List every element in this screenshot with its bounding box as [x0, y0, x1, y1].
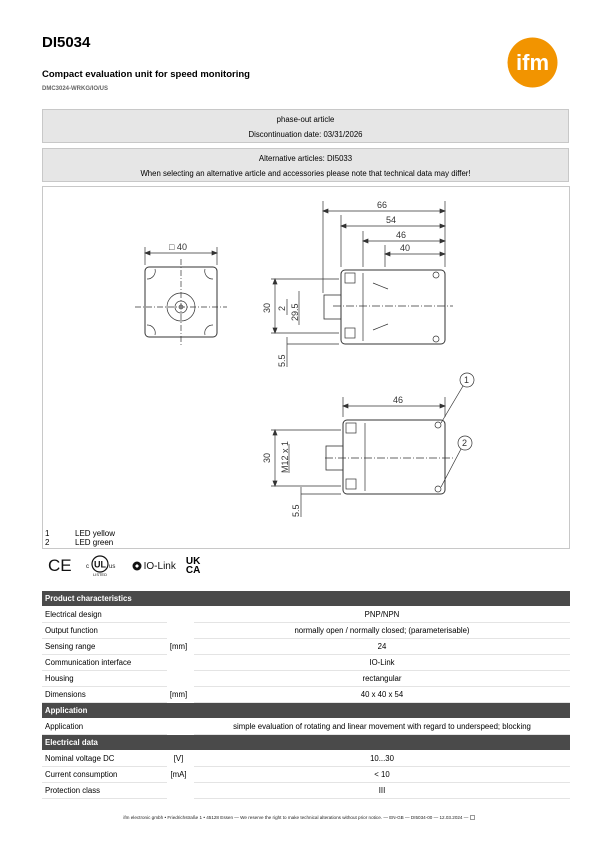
certification-marks [48, 554, 200, 578]
iolink-label: IO-Link [143, 560, 176, 572]
row-label: Housing [42, 671, 167, 687]
phase-out-notice [42, 109, 569, 143]
table-row [42, 719, 570, 735]
dim-2: 2 [277, 305, 287, 311]
dimension-drawing-svg [43, 187, 571, 550]
dim-66: 66 [377, 200, 388, 210]
iolink-mark [132, 561, 176, 572]
table-row [42, 783, 570, 799]
row-value: < 10 [194, 767, 570, 783]
row-label: Electrical design [42, 607, 167, 623]
row-unit [167, 719, 190, 735]
dimension-drawing [42, 186, 570, 549]
page-footer [0, 815, 598, 820]
row-label: Nominal voltage DC [42, 751, 167, 767]
table-row [42, 767, 570, 783]
ukca-mark-icon [186, 557, 200, 575]
front-view [135, 242, 227, 345]
row-label: Output function [42, 623, 167, 639]
dim-30-top: 30 [262, 302, 272, 313]
row-label: Application [42, 719, 167, 735]
ukca-bottom: CA [185, 565, 201, 576]
legend-label: LED green [75, 537, 114, 547]
row-value: 10...30 [194, 751, 570, 767]
dim-46-bottom: 46 [393, 395, 404, 405]
product-subtitle: Compact evaluation unit for speed monitoring [42, 69, 250, 80]
dim-5-5-bottom: 5.5 [291, 504, 301, 517]
dim-46-top: 46 [396, 230, 407, 240]
row-label: Protection class [42, 783, 167, 799]
row-value: normally open / normally closed; (parameterisable) [194, 623, 570, 639]
legend-label: LED yellow [75, 529, 116, 538]
footer-text: ifm electronic gmbh • Friedrichstraße 1 • 45128 Essen — We reserve the right to make technical alterations without prior notice. — EN-GB — DI5034-00 — 12.03.2024 — [123, 815, 469, 820]
table-row [42, 671, 570, 687]
dim-5-5-top: 5.5 [277, 354, 287, 367]
row-value: IO-Link [194, 655, 570, 671]
flag-icon [470, 815, 475, 820]
row-value: III [194, 783, 570, 799]
svg-text:UL: UL [93, 559, 106, 570]
callout-1: 1 [464, 375, 470, 385]
legend-num: 2 [45, 537, 50, 547]
led-legend [45, 530, 115, 547]
row-value: 24 [194, 639, 570, 655]
section-header: Electrical data [42, 735, 570, 750]
row-unit [167, 655, 190, 671]
product-title: DI5034 [42, 34, 91, 51]
row-unit: [mm] [169, 642, 188, 651]
side-view-top [262, 200, 453, 367]
ul-c-text: c [85, 564, 89, 570]
alternative-articles: Alternative articles: DI5033 [258, 154, 353, 163]
row-unit: [mA] [170, 770, 187, 779]
dim-29-5: 29.5 [290, 303, 300, 321]
row-label: Communication interface [42, 655, 167, 671]
dim-54: 54 [386, 215, 397, 225]
section-header: Application [42, 703, 570, 718]
ukca-top: UK [185, 556, 201, 567]
dim-m12: M12 x 1 [280, 440, 290, 473]
ul-listed-text: LISTED [92, 572, 107, 577]
callout-2: 2 [462, 438, 468, 448]
row-label: Dimensions [42, 687, 167, 703]
row-unit [167, 671, 190, 687]
ce-mark-icon: CE [48, 556, 72, 575]
discontinuation-date: Discontinuation date: 03/31/2026 [248, 130, 363, 139]
row-unit [167, 783, 190, 799]
iolink-icon [132, 561, 142, 571]
spec-table [42, 591, 570, 799]
alternative-notice [42, 148, 569, 182]
row-value: PNP/NPN [194, 607, 570, 623]
row-label: Sensing range [42, 639, 167, 655]
table-row [42, 655, 570, 671]
dim-40: 40 [400, 243, 411, 253]
ul-us-text: us [108, 564, 115, 570]
row-value: 40 x 40 x 54 [194, 687, 570, 703]
product-code: DMC3024-WRKG/IO/US [42, 86, 109, 92]
phase-out-title: phase-out article [276, 115, 335, 124]
section-header: Product characteristics [42, 591, 570, 606]
table-row [42, 687, 570, 703]
logo-text: ifm [516, 50, 549, 75]
row-value: rectangular [194, 671, 570, 687]
alternative-warning: When selecting an alternative article and accessories please note that technical data may differ! [140, 169, 471, 178]
side-view-bottom [262, 373, 474, 517]
table-row [42, 639, 570, 655]
table-row [42, 751, 570, 767]
row-unit [167, 607, 190, 623]
dim-30-bottom: 30 [262, 452, 272, 463]
row-unit: [V] [173, 754, 184, 763]
row-unit: [mm] [169, 690, 188, 699]
row-label: Current consumption [42, 767, 167, 783]
table-row [42, 623, 570, 639]
row-value: simple evaluation of rotating and linear movement with regard to underspeed; blocking [194, 719, 570, 735]
ul-listed-icon [82, 555, 122, 577]
table-row [42, 607, 570, 623]
ifm-logo [507, 37, 558, 88]
dim-square-40: □ 40 [169, 242, 187, 252]
row-unit [167, 623, 190, 639]
legend-item [45, 539, 115, 548]
legend-num: 1 [45, 529, 50, 538]
